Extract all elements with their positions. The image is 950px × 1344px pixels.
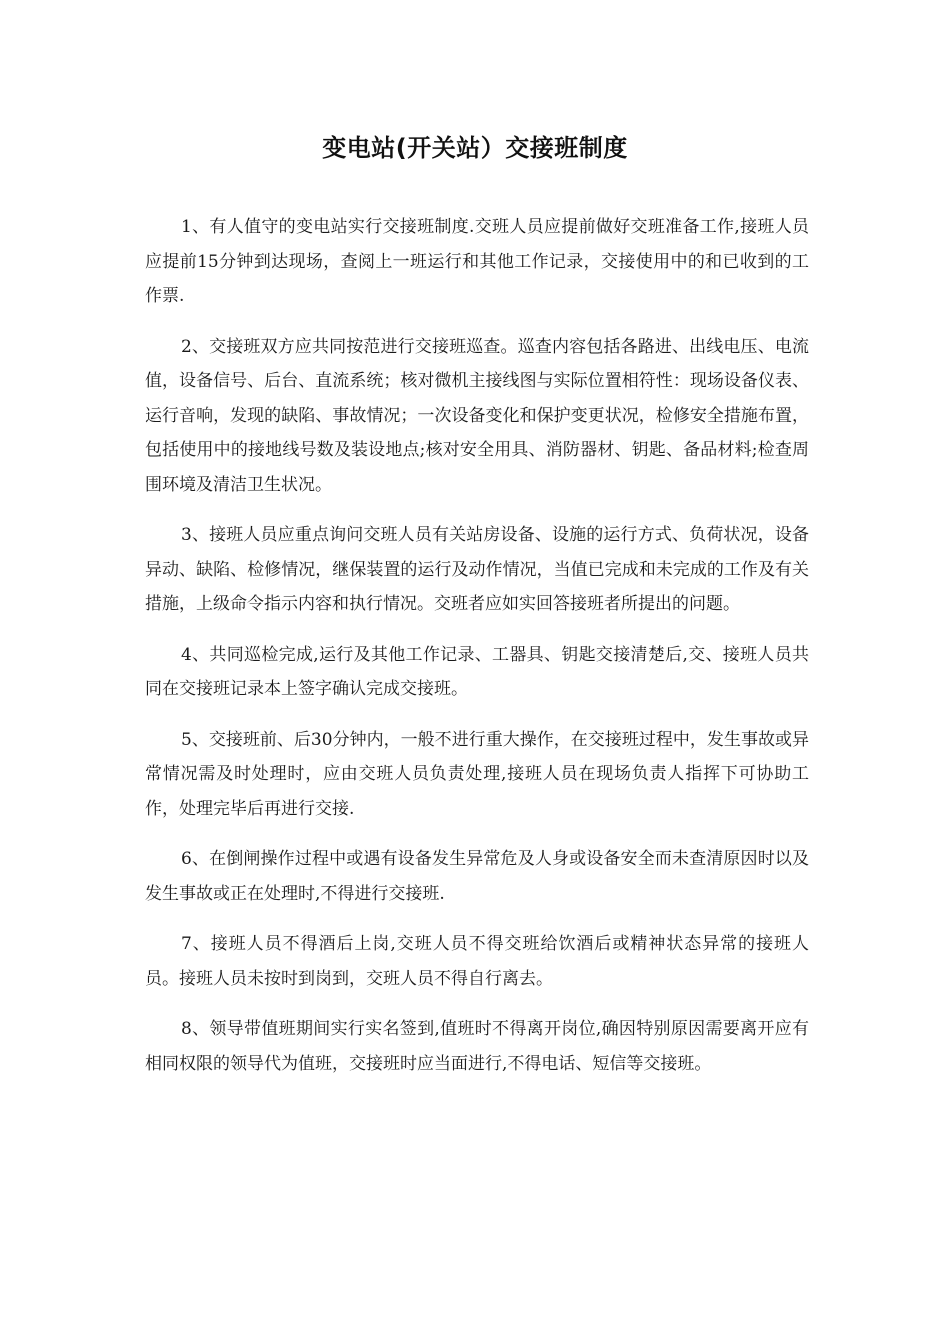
document-title: 变电站(开关站）交接班制度 bbox=[322, 134, 628, 162]
paragraph-2: 2、交接班双方应共同按范进行交接班巡查。巡查内容包括各路进、出线电压、电流值，设备信号、后台、直流系统；核对微机主接线图与实际位置相符性：现场设备仪表、运行音响，发现的缺陷、事故情况；一次设备变化和保护变更状况，检修安全措施布置，包括使用中的接地线号数及装设地点;核对安全用具、消防器材、钥匙、备品材料;检查周围环境及清洁卫生状况。 bbox=[145, 336, 809, 495]
document-body bbox=[145, 210, 809, 1097]
paragraph-3: 3、接班人员应重点询问交班人员有关站房设备、设施的运行方式、负荷状况，设备异动、缺陷、检修情况，继保装置的运行及动作情况，当值已完成和未完成的工作及有关措施，上级命令指示内容和执行情况。交班者应如实回答接班者所提出的问题。 bbox=[145, 525, 809, 614]
paragraph-7: 7、接班人员不得酒后上岗,交班人员不得交班给饮酒后或精神状态异常的接班人员。接班人员未按时到岗到，交班人员不得自行离去。 bbox=[145, 934, 809, 989]
paragraph-1: 1、有人值守的变电站实行交接班制度.交班人员应提前做好交班准备工作,接班人员应提前15分钟到达现场，查阅上一班运行和其他工作记录，交接使用中的和已收到的工作票. bbox=[145, 217, 809, 306]
paragraph-8: 8、领导带值班期间实行实名签到,值班时不得离开岗位,确因特别原因需要离开应有相同权限的领导代为值班，交接班时应当面进行,不得电话、短信等交接班。 bbox=[145, 1019, 809, 1074]
paragraph-5: 5、交接班前、后30分钟内，一般不进行重大操作，在交接班过程中，发生事故或异常情况需及时处理时，应由交班人员负责处理,接班人员在现场负责人指挥下可协助工作，处理完毕后再进行交接. bbox=[145, 729, 809, 819]
paragraph-4: 4、共同巡检完成,运行及其他工作记录、工器具、钥匙交接清楚后,交、接班人员共同在交接班记录本上签字确认完成交接班。 bbox=[145, 644, 809, 699]
paragraph-6: 6、在倒闸操作过程中或遇有设备发生异常危及人身或设备安全而未查清原因时以及发生事故或正在处理时,不得进行交接班. bbox=[145, 849, 809, 904]
